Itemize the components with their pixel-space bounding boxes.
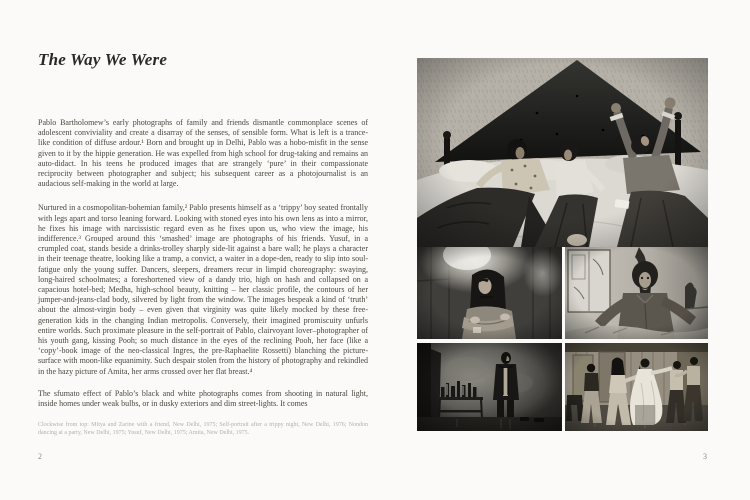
page-number-right: 3 — [703, 452, 707, 461]
amita-arms-crossed-photo — [417, 247, 562, 339]
page-title: The Way We Were — [38, 50, 168, 69]
page-number-left: 2 — [38, 452, 42, 461]
photo-captions-footnote: Clockwise from top: Mitya and Zarine with a friend, New Delhi, 1975; Self-portrait after a trippy night, New Delhi, 1976; Nondon dancing at a party, New Delhi, 1975; Yusuf, New Delhi, 1975; Amita, New Delhi, 1975. — [38, 422, 368, 436]
essay-paragraph-1: Pablo Bartholomew’s early photographs of family and friends dismantle commonplace scenes of adolescent conviviality and create a disarray of the senses, of sensible form. What is left is a trance-like condition of diffuse ardour.¹ Born and brought up in Delhi, Pablo was a hobo-misfit in the sense given to it by the hippie generation. He was expelled from high school for drug-taking and remains an auto-didact. In his teens he produced images that are strangely ‘pure’ in their compassionate reciprocity between photographer and subject; his subsequent career as a photojournalist is an audacious self-making in the world at large. — [38, 118, 368, 189]
essay-paragraph-3: The sfumato effect of Pablo’s black and white photographs comes from shooting in natural light, inside homes under weak bulbs, or in dusky exteriors and dim street-lights. It comes — [38, 388, 368, 409]
photo-grid — [417, 58, 708, 431]
yusuf-beside-drinks-trolley-photo — [417, 343, 562, 431]
mitya-and-zarine-with-a-friend-on-bed-photo — [417, 58, 708, 247]
self-portrait-after-trippy-night-photo — [565, 247, 708, 339]
nondon-dancing-at-party-photo — [565, 343, 708, 431]
essay-text-column — [38, 118, 368, 437]
essay-paragraph-2: Nurtured in a cosmopolitan-bohemian family,² Pablo presents himself as a ‘trippy’ boy seated frontally with legs apart and torso leaning forward. Looking with stoned eyes into his own lens as into a mirror, he fixes his image with narcissistic regard even as he fixes upon us, who view the image, his indifference.³ Grouped around this ‘smashed’ image are photographs of his friends. Yusuf, in a crumpled coat, stands beside a drinks-trolley sharply side-lit against a bare wall; he plays a character in their teenage theatre, looking like a tramp, a convict, a waiter in a dope-den, ready to slip into soul-fatigue only the young suffer. Dancers, sleepers, dreamers recur in limpid choreography: swaying, long-haired schoolmates; a foreshortened view of a dandy trio, high on hash and collapsed on a capacious hotel-bed; Medha, high-school beauty, knitting – her classic profile, the contours of her jumper-and-jeans-clad body, silvered by light from the window. The images bespeak a kind of ‘truth’ about the almost-virgin body – even given that virginity was quite likely mocked by these free-generation kids in the changing Indian metropolis. Conversely, their imagined promiscuity unfurls entire worlds. Such proximate pleasure in the self-portrait of Pablo, clairvoyant lover–photographer of his youth gang, kissing Pooh; so much distance in the eyes of the reclining Pooh, her face (like a ‘copy’-book image of the neo-classical Ingres, the pre-Raphaelite Rossetti) blanching the picture-surface with moon-like equanimity. Such despair stolen from the history of photography and rekindled in the hazy picture of Amita, her arms crossed over her flat breast.⁴ — [38, 203, 368, 376]
